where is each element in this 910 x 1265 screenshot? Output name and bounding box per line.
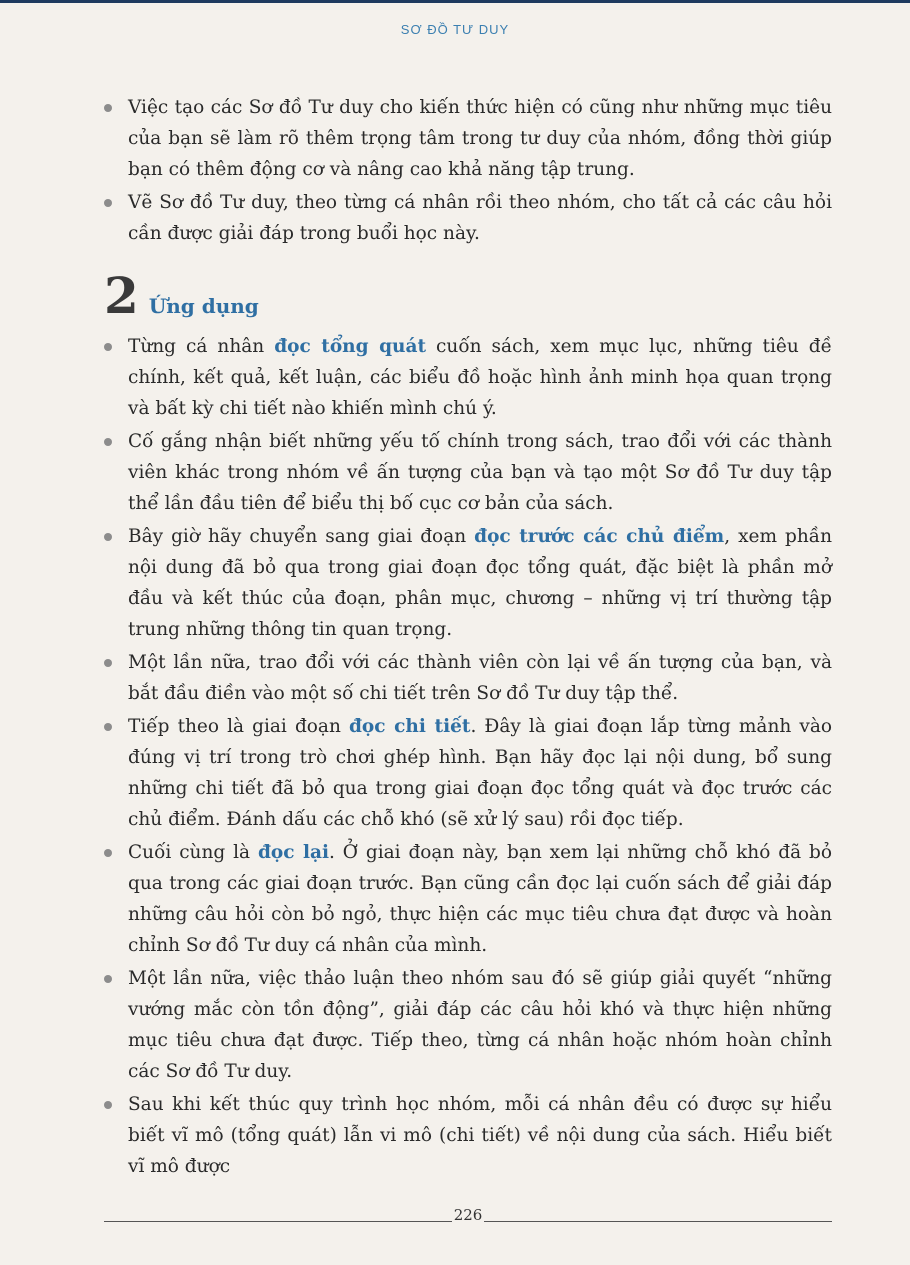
list-item: [104, 963, 832, 1087]
bullet-icon: [104, 438, 112, 446]
list-item: [104, 187, 832, 249]
item-text-before: Một lần nữa, trao đổi với các thành viên còn lại về ấn tượng của bạn, và bắt đầu điền vào một số chi tiết trên Sơ đồ Tư duy tập thể.: [128, 652, 832, 704]
item-text-before: Cố gắng nhận biết những yếu tố chính trong sách, trao đổi với các thành viên khác trong nhóm về ấn tượng của bạn và tạo một Sơ đồ Tư duy tập thể lần đầu tiên để biểu thị bố cục cơ bản của sách.: [128, 431, 832, 514]
section-heading: [104, 266, 832, 325]
bullet-icon: [104, 533, 112, 541]
footer-rule-left: [104, 1221, 452, 1222]
section-number: 2: [104, 266, 139, 325]
bullet-icon: [104, 659, 112, 667]
item-text-before: Bây giờ hãy chuyển sang giai đoạn: [128, 526, 475, 547]
list-item: [104, 837, 832, 961]
item-text-before: Sau khi kết thúc quy trình học nhóm, mỗi cá nhân đều có được sự hiểu biết vĩ mô (tổng quát) lẫn vi mô (chi tiết) về nội dung của sách. Hiểu biết vĩ mô được: [128, 1094, 832, 1177]
list-item: [104, 331, 832, 424]
item-text-before: Cuối cùng là: [128, 842, 258, 863]
intro-bullet-list: [104, 92, 832, 249]
list-item: [104, 426, 832, 519]
list-item: [104, 1089, 832, 1182]
bullet-icon: [104, 104, 112, 112]
item-highlight: đọc tổng quát: [274, 336, 427, 357]
list-item: [104, 647, 832, 709]
application-bullet-list: [104, 331, 832, 1182]
footer-rule-right: [484, 1221, 832, 1222]
bullet-icon: [104, 849, 112, 857]
list-item: [104, 92, 832, 185]
list-item: [104, 711, 832, 835]
bullet-icon: [104, 343, 112, 351]
item-text-after: , xem phần nội dung đã bỏ qua trong giai đoạn đọc tổng quát, đặc biệt là phần mở đầu và kết thúc của đoạn, phân mục, chương – những vị trí thường tập trung những thông tin quan trọng.: [128, 526, 833, 640]
page-footer: [104, 1206, 832, 1224]
bullet-icon: [104, 723, 112, 731]
bullet-icon: [104, 1101, 112, 1109]
item-highlight: đọc chi tiết: [348, 716, 471, 737]
item-text-before: Một lần nữa, việc thảo luận theo nhóm sau đó sẽ giúp giải quyết “những vướng mắc còn tồn động”, giải đáp các câu hỏi khó và thực hiện những mục tiêu chưa đạt được. Tiếp theo, từng cá nhân hoặc nhóm hoàn chỉnh các Sơ đồ Tư duy.: [128, 968, 832, 1082]
running-header: SƠ ĐỒ TƯ DUY: [400, 22, 510, 37]
item-text-after: . Đây là giai đoạn lắp từng mảnh vào đúng vị trí trong trò chơi ghép hình. Bạn hãy đọc lại nội dung, bổ sung những chi tiết đã bỏ qua trong giai đoạn đọc tổng quát và đọc trước các chủ điểm. Đánh dấu các chỗ khó (sẽ xử lý sau) rồi đọc tiếp.: [128, 716, 832, 830]
item-text-after: . Ở giai đoạn này, bạn xem lại những chỗ khó đã bỏ qua trong các giai đoạn trước. Bạn cũng cần đọc lại cuốn sách để giải đáp những câu hỏi còn bỏ ngỏ, thực hiện các mục tiêu chưa đạt được và hoàn chỉnh Sơ đồ Tư duy cá nhân của mình.: [128, 842, 832, 956]
section-title: Ứng dụng: [148, 294, 259, 318]
bullet-icon: [104, 975, 112, 983]
list-item: [104, 521, 832, 645]
page-number: 226: [453, 1206, 483, 1224]
item-text-after: cuốn sách, xem mục lục, những tiêu đề chính, kết quả, kết luận, các biểu đồ hoặc hình ảnh minh họa quan trọng và bất kỳ chi tiết nào khiến mình chú ý.: [128, 336, 832, 419]
item-highlight: đọc trước các chủ điểm: [474, 526, 725, 547]
item-text-before: Tiếp theo là giai đoạn: [128, 716, 349, 737]
item-text: Việc tạo các Sơ đồ Tư duy cho kiến thức hiện có cũng như những mục tiêu của bạn sẽ làm rõ thêm trọng tâm trong tư duy của nhóm, đồng thời giúp bạn có thêm động cơ và nâng cao khả năng tập trung.: [128, 97, 832, 180]
item-text-before: Từng cá nhân: [128, 336, 275, 357]
bullet-icon: [104, 199, 112, 207]
item-text: Vẽ Sơ đồ Tư duy, theo từng cá nhân rồi theo nhóm, cho tất cả các câu hỏi cần được giải đáp trong buổi học này.: [128, 192, 832, 244]
page-content: [104, 92, 832, 1184]
item-highlight: đọc lại: [257, 842, 330, 863]
top-edge: [0, 0, 910, 3]
